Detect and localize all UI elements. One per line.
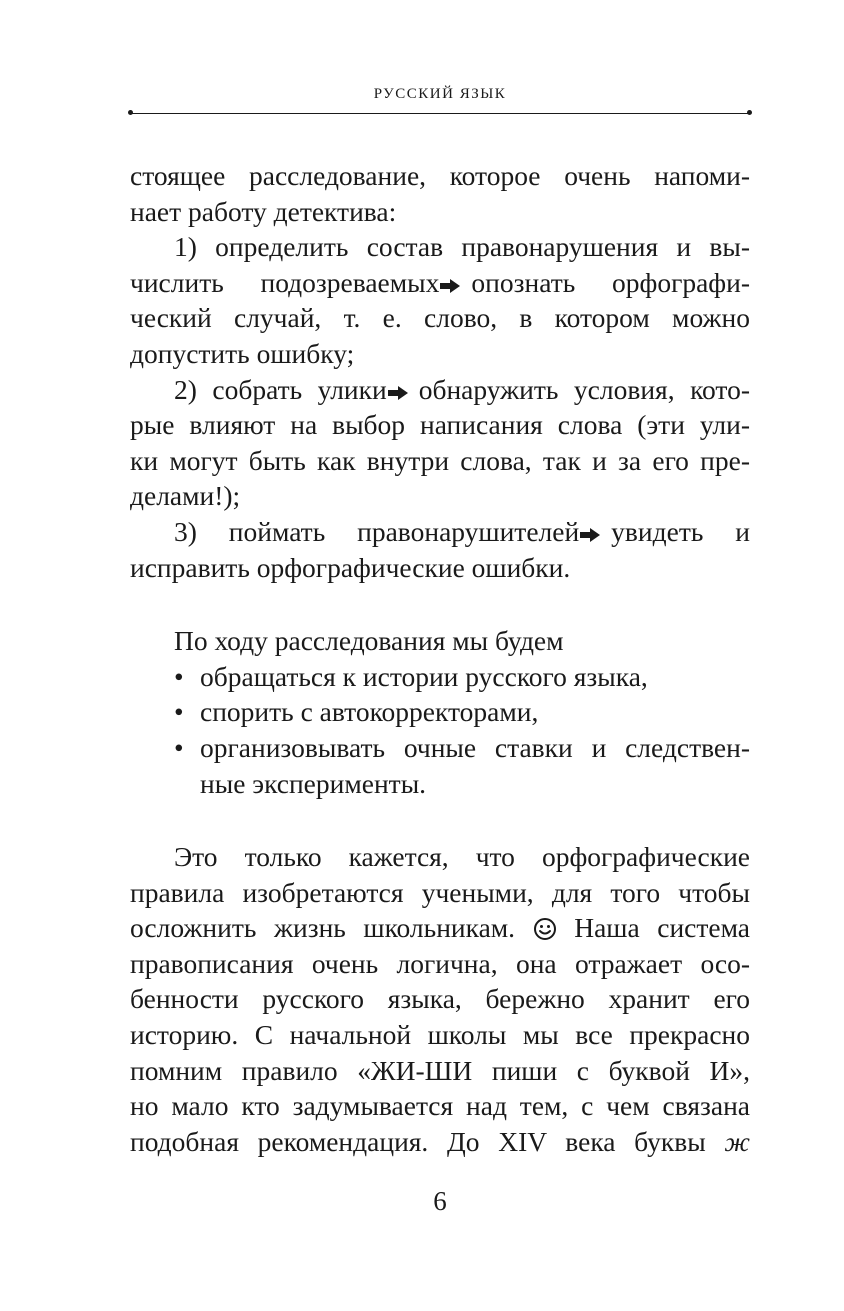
bullet-item: • обращаться к истории русского языка, bbox=[174, 660, 648, 692]
step-1-line: числить подозреваемых опознать орфографи- bbox=[130, 265, 750, 301]
right-arrow-icon bbox=[579, 514, 611, 550]
header-rule bbox=[130, 113, 750, 114]
step-2-line: рые влияют на выбор написания слова (эти ули- bbox=[130, 409, 750, 441]
step-3-line: исправить орфографические ошибки. bbox=[130, 551, 571, 583]
paragraph-line: помним правило «ЖИ-ШИ пиши с буквой И», bbox=[130, 1054, 750, 1086]
paragraph-line: подобная рекомендация. До XIV века буквы ж bbox=[130, 1125, 750, 1157]
paragraph-line: осложнить жизнь школьникам. Наша система bbox=[130, 912, 751, 944]
right-arrow-icon bbox=[387, 372, 419, 408]
step-2-line: делами!); bbox=[130, 480, 241, 512]
investigation-lead: По ходу расследования мы будем bbox=[174, 625, 564, 657]
bullet-item: • спорить с автокорректорами, bbox=[174, 696, 539, 728]
spacer bbox=[130, 801, 750, 839]
step-2-line: ки могут быть как внутри слова, так и за его пре- bbox=[130, 444, 750, 476]
paragraph-line: но мало кто задумывается над тем, с чем связана bbox=[130, 1090, 750, 1122]
paragraph-line: историю. С начальной школы мы все прекрасно bbox=[130, 1019, 750, 1051]
page-body bbox=[130, 158, 750, 1159]
running-header: РУССКИЙ ЯЗЫК bbox=[373, 86, 507, 102]
bullet-item: • организовывать очные ставки и следствен- bbox=[174, 731, 750, 763]
step-3-line: 3) поймать правонарушителей увидеть и bbox=[130, 514, 750, 550]
step-1-line: ческий случай, т. е. слово, в котором можно bbox=[130, 302, 750, 334]
intro-line: стоящее расследование, которое очень напоми- bbox=[130, 160, 750, 191]
bullet-item-continuation: ные эксперименты. bbox=[200, 767, 427, 799]
spacer bbox=[130, 585, 750, 623]
intro-line: нает работу детектива: bbox=[130, 195, 397, 227]
right-arrow-icon bbox=[439, 265, 471, 301]
paragraph-line: правописания очень логична, она отражает осо- bbox=[130, 947, 750, 979]
step-2-line: 2) собрать улики обнаружить условия, кото- bbox=[130, 372, 750, 408]
paragraph-line: Это только кажется, что орфографические bbox=[174, 841, 750, 873]
page-number: 6 bbox=[433, 1186, 447, 1216]
step-1-line: 1) определить состав правонарушения и вы- bbox=[174, 231, 750, 263]
paragraph-line: правила изобретаются учеными, для того чтобы bbox=[130, 876, 750, 908]
smiley-icon bbox=[533, 912, 557, 943]
step-1-line: допустить ошибку; bbox=[130, 337, 355, 369]
paragraph-line: бенности русского языка, бережно хранит его bbox=[130, 983, 750, 1015]
